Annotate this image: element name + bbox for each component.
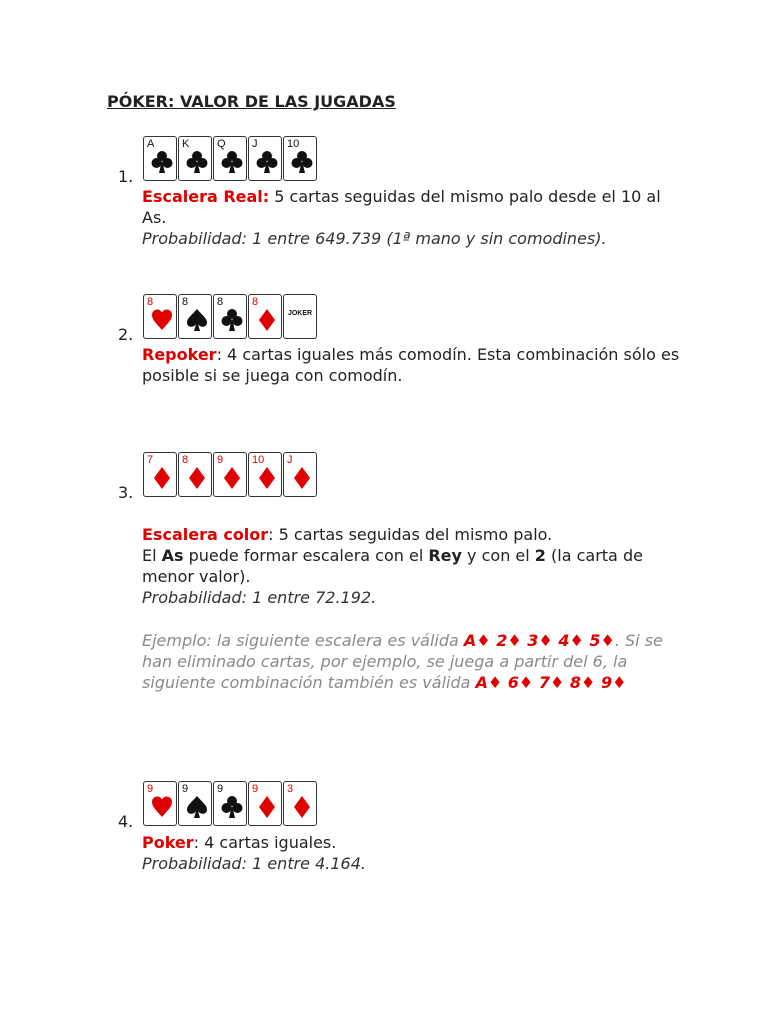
- diamond-icon: [186, 466, 208, 490]
- hand-name: Escalera color: [142, 525, 269, 544]
- list-number-1: 1.: [118, 167, 134, 186]
- club-icon: [221, 150, 243, 174]
- joker-label: JOKER: [287, 310, 313, 317]
- card-rank: 9: [147, 783, 154, 795]
- card-row-2: [143, 294, 317, 339]
- example-sequence-2: A♦ 6♦ 7♦ 8♦ 9♦: [475, 673, 627, 692]
- diamond-icon: [291, 466, 313, 490]
- list-number-2: 2.: [118, 325, 134, 344]
- card-rank: 10: [287, 138, 300, 150]
- spade-icon: [186, 308, 208, 332]
- diamond-icon: [291, 795, 313, 819]
- playing-card: [248, 294, 282, 339]
- playing-card: [143, 781, 177, 826]
- club-icon: [186, 150, 208, 174]
- card-rank: A: [147, 138, 155, 150]
- item-4-text: [142, 832, 682, 874]
- hand-name: Repoker: [142, 345, 217, 364]
- playing-card: [283, 294, 317, 339]
- heart-icon: [151, 795, 173, 819]
- diamond-icon: [256, 795, 278, 819]
- diamond-icon: [151, 466, 173, 490]
- card-rank: 8: [217, 296, 224, 308]
- playing-card: [178, 452, 212, 497]
- playing-card: [213, 452, 247, 497]
- playing-card: [283, 136, 317, 181]
- hand-description: : 4 cartas iguales más comodín. Esta combinación sólo es posible si se juega con comodín.: [142, 345, 680, 385]
- probability: Probabilidad: 1 entre 4.164.: [142, 854, 366, 873]
- card-row-1: [143, 136, 317, 181]
- playing-card: [178, 781, 212, 826]
- hand-description: : 4 cartas iguales.: [193, 833, 337, 852]
- list-number-3: 3.: [118, 483, 134, 502]
- hand-name: Poker: [142, 833, 194, 852]
- item-2-text: [142, 344, 682, 386]
- card-rank: 8: [252, 296, 259, 308]
- diamond-icon: [256, 308, 278, 332]
- card-row-3: [143, 452, 317, 497]
- playing-card: [143, 452, 177, 497]
- playing-card: [213, 136, 247, 181]
- list-number-4: 4.: [118, 812, 134, 831]
- card-rank: K: [182, 138, 190, 150]
- playing-card: [283, 781, 317, 826]
- card-rank: 10: [252, 454, 265, 466]
- card-row-4: [143, 781, 317, 826]
- page-title: PÓKER: VALOR DE LAS JUGADAS: [107, 92, 396, 111]
- diamond-icon: [221, 466, 243, 490]
- card-rank: 8: [182, 454, 189, 466]
- probability: Probabilidad: 1 entre 649.739 (1ª mano y sin comodines).: [142, 229, 607, 248]
- card-rank: J: [252, 138, 258, 150]
- card-rank: 8: [182, 296, 189, 308]
- item-1-text: [142, 186, 682, 249]
- diamond-icon: [256, 466, 278, 490]
- example-text: Ejemplo: la siguiente escalera es válida A♦ 2♦ 3♦ 4♦ 5♦. Si se han eliminado cartas, por ejemplo, se juega a partir del 6, la siguiente combinación también es válida A♦ 6♦ 7♦ 8♦ 9♦: [142, 631, 663, 692]
- hand-name: Escalera Real:: [142, 187, 270, 206]
- probability: Probabilidad: 1 entre 72.192.: [142, 588, 377, 607]
- card-rank: 3: [287, 783, 294, 795]
- hand-description: 5 cartas seguidas del mismo palo desde el 10 al As.: [142, 187, 661, 227]
- playing-card: [248, 781, 282, 826]
- card-rank: 8: [147, 296, 154, 308]
- card-rank: Q: [217, 138, 226, 150]
- card-rank: 9: [217, 783, 224, 795]
- playing-card: [143, 294, 177, 339]
- playing-card: [283, 452, 317, 497]
- spade-icon: [186, 795, 208, 819]
- card-rank: 9: [182, 783, 189, 795]
- playing-card: [213, 294, 247, 339]
- playing-card: [178, 136, 212, 181]
- playing-card: [143, 136, 177, 181]
- playing-card: [213, 781, 247, 826]
- ace-rule-text: El As puede formar escalera con el Rey y con el 2 (la carta de menor valor).: [142, 546, 643, 586]
- example-sequence-1: A♦ 2♦ 3♦ 4♦ 5♦: [463, 631, 615, 650]
- item-3-text: [142, 524, 682, 608]
- club-icon: [256, 150, 278, 174]
- playing-card: [178, 294, 212, 339]
- club-icon: [151, 150, 173, 174]
- card-rank: 9: [252, 783, 259, 795]
- playing-card: [248, 452, 282, 497]
- card-rank: J: [287, 454, 293, 466]
- card-rank: 7: [147, 454, 154, 466]
- card-rank: 9: [217, 454, 224, 466]
- club-icon: [221, 795, 243, 819]
- hand-description: : 5 cartas seguidas del mismo palo.: [268, 525, 553, 544]
- club-icon: [221, 308, 243, 332]
- heart-icon: [151, 308, 173, 332]
- club-icon: [291, 150, 313, 174]
- playing-card: [248, 136, 282, 181]
